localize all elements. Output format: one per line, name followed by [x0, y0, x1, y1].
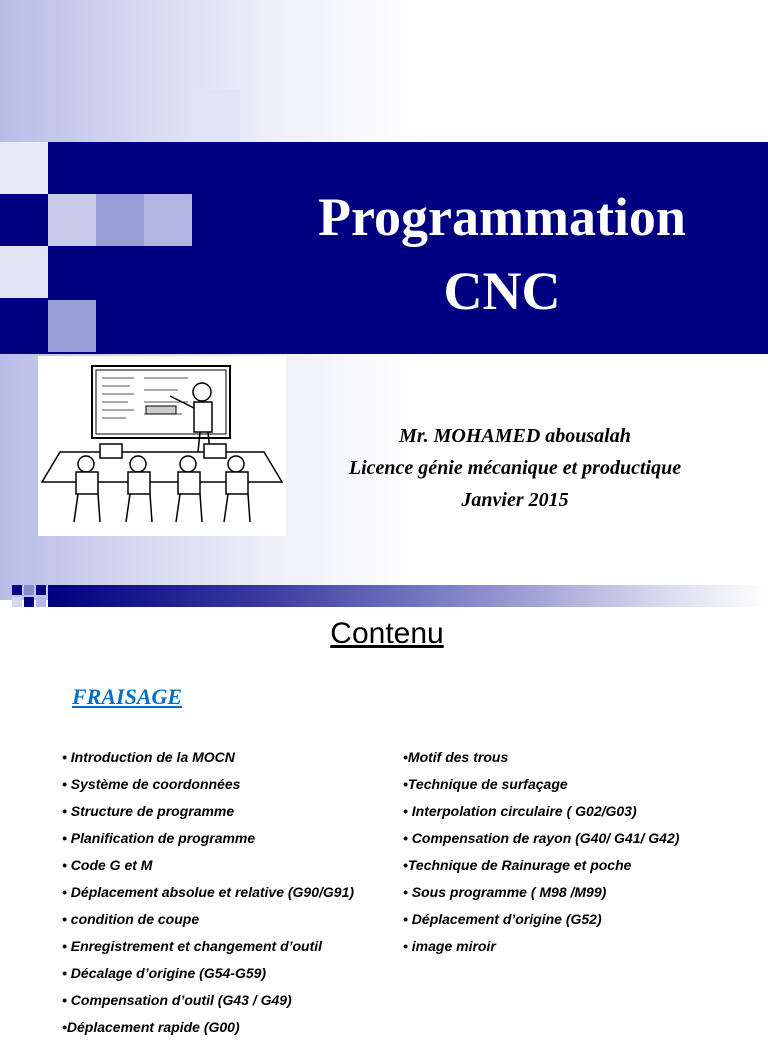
- list-item: •Technique de surfaçage: [403, 776, 568, 792]
- list-item: • Planification de programme: [62, 830, 256, 846]
- decor-square: [192, 90, 240, 142]
- decor-square: [48, 300, 96, 352]
- classroom-illustration: [38, 356, 286, 536]
- list-item: • Système de coordonnées: [62, 776, 241, 792]
- author-name: Mr. MOHAMED abousalah: [399, 425, 631, 447]
- slide-title: [262, 180, 742, 328]
- list-item: • Enregistrement et changement d’outil: [62, 938, 323, 954]
- list-item: • Introduction de la MOCN: [62, 749, 235, 765]
- slide-divider: [0, 585, 768, 609]
- divider-square: [36, 597, 46, 607]
- list-item: • Compensation d’outil (G43 / G49): [62, 992, 292, 1008]
- list-item: • Structure de programme: [62, 803, 235, 819]
- decor-square: [0, 246, 48, 298]
- title-line-2: CNC: [443, 261, 561, 321]
- decor-square: [0, 142, 48, 194]
- topic-list-left: [62, 744, 354, 1041]
- divider-square: [24, 585, 34, 595]
- decor-square: [48, 194, 96, 246]
- decor-square: [96, 194, 144, 246]
- list-item: • Déplacement absolue et relative (G90/G91): [62, 884, 355, 900]
- content-heading: Contenu: [330, 617, 444, 650]
- author-degree: Licence génie mécanique et productique: [348, 457, 682, 479]
- author-date: Janvier 2015: [461, 489, 569, 511]
- title-line-1: Programmation: [318, 187, 686, 247]
- list-item: •Technique de Rainurage et poche: [403, 857, 632, 873]
- list-item: • Déplacement d’origine (G52): [403, 911, 602, 927]
- list-item: • Sous programme ( M98 /M99): [403, 884, 607, 900]
- list-item: • Décalage d’origine (G54-G59): [62, 965, 267, 981]
- list-item: • Code G et M: [62, 857, 153, 873]
- divider-bar: [48, 585, 768, 607]
- author-block: [300, 420, 730, 516]
- divider-square: [12, 585, 22, 595]
- list-item: • condition de coupe: [62, 911, 200, 927]
- list-item: • Interpolation circulaire ( G02/G03): [403, 803, 637, 819]
- list-item: • image miroir: [403, 938, 496, 954]
- decor-square: [144, 194, 192, 246]
- list-item: •Motif des trous: [403, 749, 509, 765]
- topic-list-right: [403, 744, 679, 960]
- section-title: FRAISAGE: [72, 684, 183, 709]
- classroom-drawing-icon: [38, 356, 286, 536]
- list-item: •Déplacement rapide (G00): [62, 1019, 240, 1035]
- list-item: • Compensation de rayon (G40/ G41/ G42): [403, 830, 680, 846]
- divider-square: [12, 597, 22, 607]
- divider-square: [36, 585, 46, 595]
- divider-square: [24, 597, 34, 607]
